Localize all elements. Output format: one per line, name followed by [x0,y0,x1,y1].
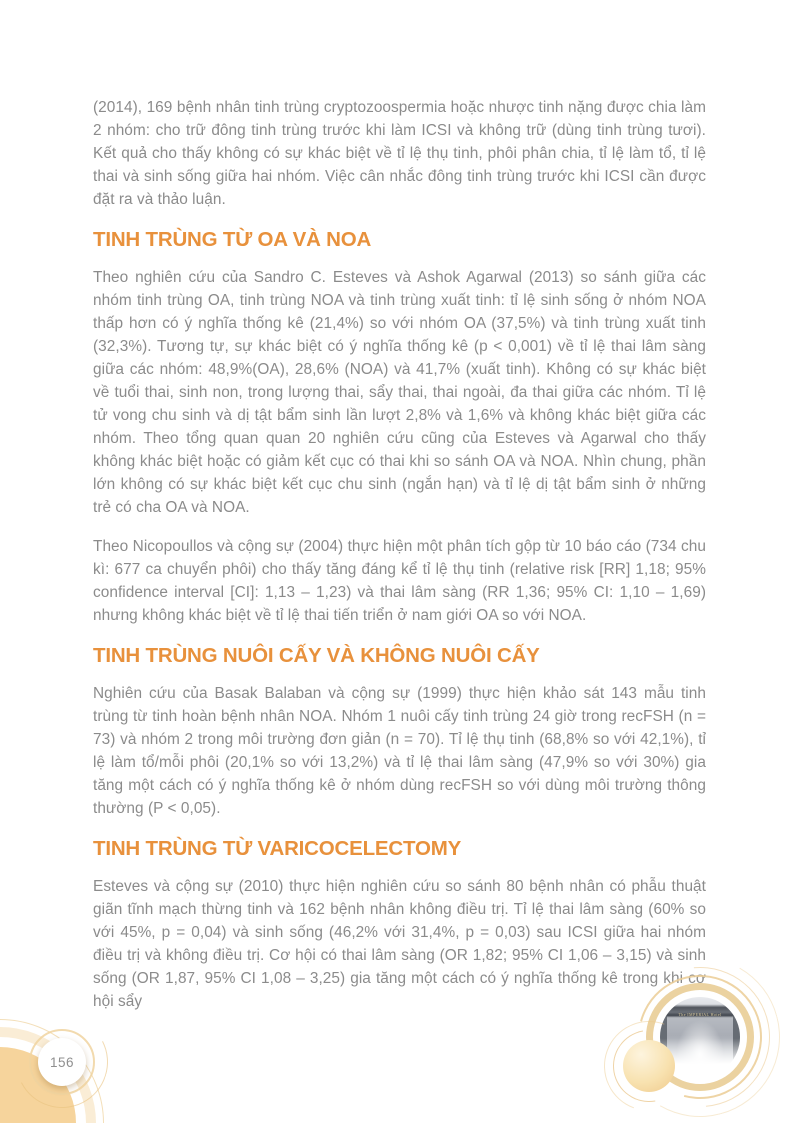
paragraph-esteves-varicocelectomy: Esteves và cộng sự (2010) thực hiện nghiên cứu so sánh 80 bệnh nhân có phẫu thuật giãn tĩnh mạch thừng tinh và 162 bệnh nhân không điều trị. Tỉ lệ thai lâm sàng (60% so với 45%, p = 0,04) và sinh sống (46,2% với 31,4%, p = 0,03) sau ICSI giữa hai nhóm điều trị và không điều trị. Cơ hội có thai lâm sàng (OR 1,82; 95% CI 1,06 – 3,15) và sinh sống (OR 1,87, 95% CI 1,08 – 3,25) gia tăng một cách có ý nghĩa thống kê trong khi cơ hội sẩy [93,878,706,1010]
page-number: 156 [49,1054,75,1070]
section-heading-varicocelectomy: TINH TRÙNG TỪ VARICOCELECTOMY [93,837,462,860]
paragraph-nicopoullos: Theo Nicopoullos và cộng sự (2004) thực hiện một phân tích gộp từ 10 báo cáo (734 chu kì: 677 ca chuyển phôi) cho thấy tăng đáng kể tỉ lệ thụ tinh (relative risk [RR] 1,18; 95% confidence interval [CI]: 1,13 – 1,23) và thai lâm sàng (RR 1,36; 95% CI: 1,10 – 1,69) nhưng không khác biệt về tỉ lệ thai tiến triển ở nam giới OA so với NOA. [93,538,706,624]
paragraph-esteves-agarwal: Theo nghiên cứu của Sandro C. Esteves và Ashok Agarwal (2013) so sánh giữa các nhóm tinh trùng OA, tinh trùng NOA và tinh trùng xuất tinh: tỉ lệ sinh sống ở nhóm NOA thấp hơn có ý nghĩa thống kê (21,4%) so với nhóm OA (37,5%) và tinh trùng xuất tinh (32,3%). Tương tự, sự khác biệt có ý nghĩa thống kê (p < 0,001) về tỉ lệ thai lâm sàng giữa các nhóm: 48,9%(OA), 28,6% (NOA) và 41,7% (xuất tinh). Không có sự khác biệt về tuổi thai, sinh non, trong lượng thai, sẩy thai, thai ngoài, đa thai giữa các nhóm. Tỉ lệ tử vong chu sinh và dị tật bẩm sinh lần lượt 2,8% và 1,6% và không khác biệt giữa các nhóm. Theo tổng quan quan 20 nghiên cứu cũng của Esteves và Agarwal cho thấy không khác biệt hoặc có giảm kết cục có thai khi so sánh OA và NOA. Nhìn chung, phần lớn không có sự khác biệt kết cục chu sinh (ngắn hạn) và tỉ lệ dị tật bẩm sinh ở những trẻ có cha OA và NOA. [93,269,706,516]
section-heading-oa-noa: TINH TRÙNG TỪ OA VÀ NOA [93,228,372,251]
section-heading-nuoi-cay: TINH TRÙNG NUÔI CẤY VÀ KHÔNG NUÔI CẤY [93,644,540,667]
text-column [93,96,706,1029]
paragraph-balaban: Nghiên cứu của Basak Balaban và cộng sự (1999) thực hiện khảo sát 143 mẫu tinh trùng từ tinh hoàn bệnh nhân NOA. Nhóm 1 nuôi cấy tinh trùng 24 giờ trong recFSH (n = 73) và nhóm 2 trong môi trường đơn giản (n = 70). Tỉ lệ thụ tinh (68,8% so với 42,1%), tỉ lệ làm tổ/mỗi phôi (20,1% so với 13,2%) và tỉ lệ thai lâm sàng (47,9% so với 30%) gia tăng một cách có ý nghĩa thống kê ở nhóm dùng recFSH so với dùng môi trường thông thường (P < 0,05). [93,685,706,817]
decor-gradient-circle [623,1040,675,1092]
hotel-photo-sign-text: The IMPERIAL Hotel [678,1012,722,1017]
paragraph-cryptozoospermia: (2014), 169 bệnh nhân tinh trùng cryptozoospermia hoặc nhược tinh nặng được chia làm 2 nhóm: cho trữ đông tinh trùng trước khi làm ICSI và không trữ (dùng tinh trùng tươi). Kết quả cho thấy không có sự khác biệt về tỉ lệ thụ tinh, phôi phân chia, tỉ lệ làm tổ, tỉ lệ thai và sinh sống giữa hai nhóm. Việc cân nhắc đông tinh trùng trước khi ICSI cần được đặt ra và thảo luận. [93,99,706,208]
page-number-badge [38,1038,86,1086]
